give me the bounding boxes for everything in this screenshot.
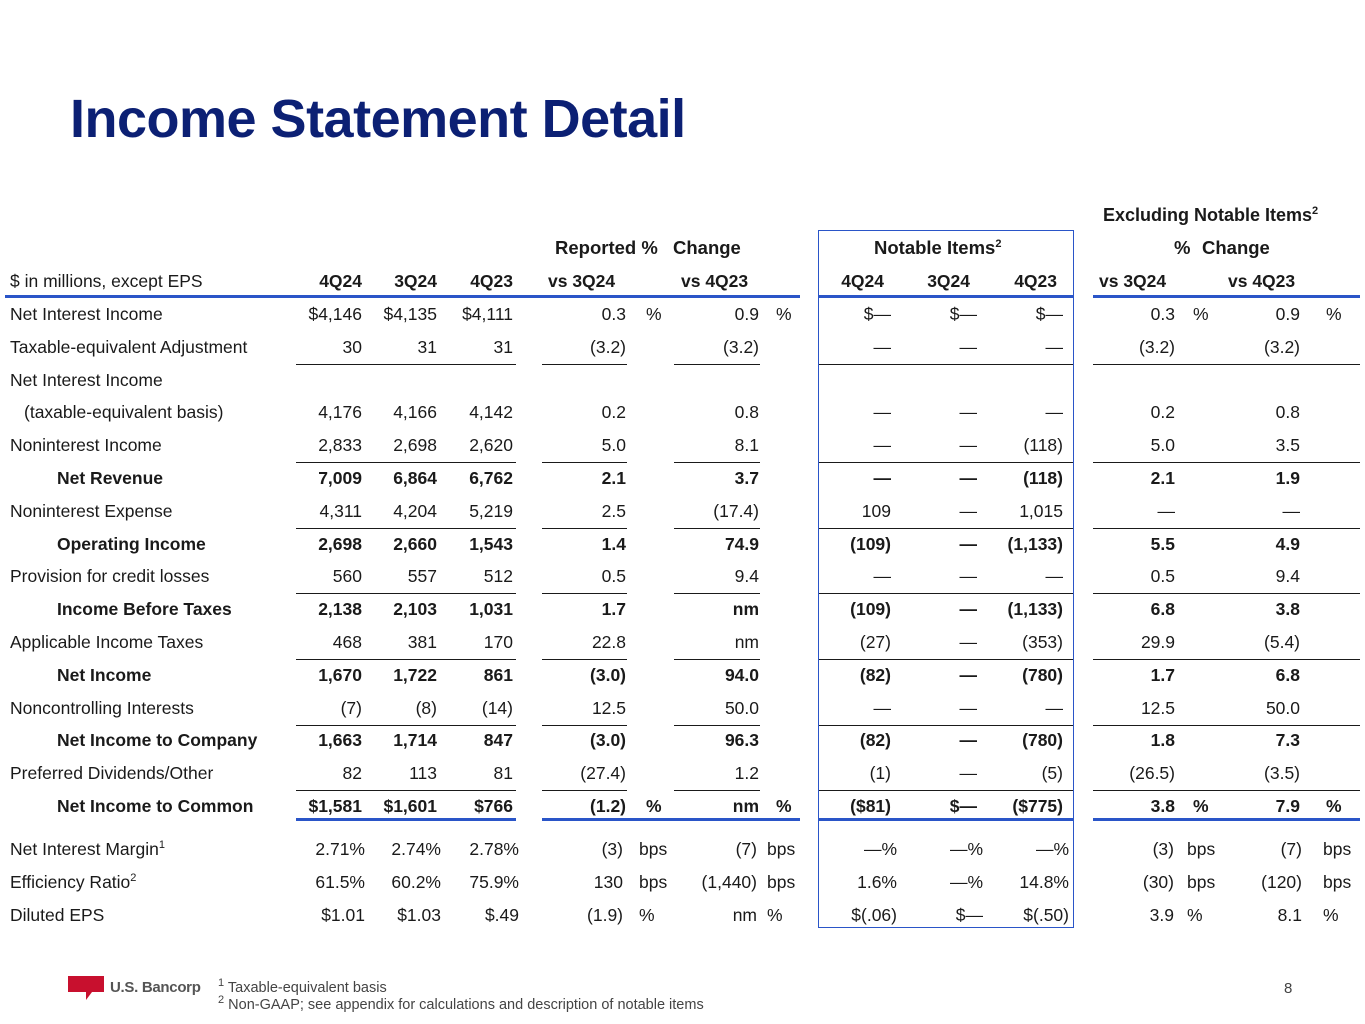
row-rule (296, 790, 516, 791)
metric-value: 2.74% (391, 839, 441, 859)
value-cell: $4,111 (462, 304, 513, 324)
reported-vs-4q23: nm (732, 796, 759, 816)
value-cell: (14) (481, 697, 513, 718)
notable-cell: — (873, 566, 891, 587)
notable-cell: (1,133) (1007, 533, 1063, 554)
notable-cell: (1,133) (1007, 599, 1063, 620)
metric-notable: $(.50) (1023, 904, 1069, 925)
value-cell: $4,135 (383, 304, 437, 324)
value-cell: $4,146 (308, 304, 362, 324)
row-rule (542, 528, 627, 529)
notable-cell: $— (949, 304, 977, 324)
notable-cell: — (873, 468, 891, 488)
excl-vs-3q24: — (1157, 500, 1175, 521)
reported-vs-4q23: 94.0 (724, 664, 759, 685)
reported-vs-3q24: 1.7 (601, 599, 626, 620)
row-rule (542, 593, 627, 594)
reported-vs-3q24: 2.5 (601, 500, 626, 521)
row-label: Operating Income (57, 533, 206, 554)
notable-cell: — (1045, 697, 1063, 718)
notable-cell: (1) (869, 763, 891, 784)
value-cell: 1,543 (469, 533, 513, 554)
value-cell: 5,219 (469, 500, 513, 521)
metric-value: 2.78% (469, 839, 519, 859)
value-cell: 82 (342, 763, 362, 784)
excl-vs-3q24: 1.7 (1150, 664, 1175, 685)
column-header: 4Q23 (470, 271, 513, 291)
row-rule (296, 462, 516, 463)
notable-cell: (118) (1023, 435, 1063, 456)
row-label: Net Interest Income (10, 304, 163, 324)
row-label: Applicable Income Taxes (10, 632, 204, 652)
excl-vs-3q24: 12.5 (1140, 697, 1175, 718)
row-label: Noninterest Expense (10, 500, 173, 521)
value-cell: 2,138 (318, 599, 362, 620)
value-cell: 560 (332, 566, 362, 587)
value-cell: 2,620 (469, 435, 513, 456)
unit: bps (767, 839, 796, 859)
value-cell: 31 (417, 336, 437, 357)
excl-vs-3q24: 1.8 (1150, 730, 1175, 751)
excl-vs-3q24: 0.3 (1150, 304, 1175, 324)
row-rule (674, 528, 760, 529)
metric-reported-vs-3q24: (3) (601, 839, 623, 859)
reported-change-header: Change (673, 237, 741, 258)
excl-vs-4q23: 3.8 (1275, 599, 1300, 620)
notable-cell: — (959, 599, 977, 620)
row-label: Taxable-equivalent Adjustment (10, 336, 248, 357)
unit: bps (1323, 839, 1352, 859)
notable-cell: — (959, 402, 977, 423)
notable-cell: — (959, 632, 977, 652)
notable-cell: (118) (1023, 468, 1063, 488)
metric-notable: —% (863, 839, 897, 859)
excl-vs-4q23: 4.9 (1275, 533, 1300, 554)
value-cell: 6,762 (469, 468, 513, 488)
row-rule (1093, 528, 1360, 529)
reported-vs-3q24: 0.5 (601, 566, 626, 587)
metric-notable: $— (955, 904, 983, 925)
row-rule (1093, 593, 1360, 594)
reported-vs-3q24: (27.4) (580, 763, 626, 784)
unit: % (776, 796, 792, 816)
notable-cell: — (873, 697, 891, 718)
value-cell: 31 (493, 336, 513, 357)
value-cell: $1,581 (308, 796, 362, 816)
row-label: Noncontrolling Interests (10, 697, 194, 718)
notable-cell: — (873, 435, 891, 456)
unit: % (1326, 304, 1342, 324)
total-rule (1093, 818, 1360, 821)
excl-vs-4q23: (3.5) (1264, 763, 1300, 784)
row-rule (296, 593, 516, 594)
value-cell: $1,601 (383, 796, 437, 816)
footnote-1: $^1$ Taxable-equivalent basis (218, 977, 387, 996)
metric-excl-vs-3q24: 3.9 (1149, 904, 1174, 925)
notable-cell: $— (863, 304, 891, 324)
reported-vs-3q24: 12.5 (591, 697, 626, 718)
value-cell: 1,670 (318, 664, 362, 685)
unit: % (646, 796, 662, 816)
reported-vs-4q23: 8.1 (734, 435, 759, 456)
unit: % (639, 904, 655, 925)
metric-reported-vs-4q23: (1,440) (701, 871, 757, 892)
excl-vs-4q23: 7.9 (1275, 796, 1300, 816)
excl-vs-4q23: — (1282, 500, 1300, 521)
value-cell: 1,722 (393, 664, 437, 685)
value-cell: (8) (415, 697, 437, 718)
row-rule (1093, 725, 1360, 726)
notable-cell: $— (949, 796, 977, 816)
notable-cell: — (959, 435, 977, 456)
excl-vs-4q23: 0.9 (1275, 304, 1300, 324)
us-bancorp-logo-icon (68, 972, 104, 1000)
value-cell: 113 (409, 763, 437, 784)
value-cell: 81 (493, 763, 513, 784)
row-rule (296, 659, 516, 660)
notable-cell: — (873, 336, 891, 357)
unit: bps (1187, 839, 1216, 859)
unit: % (1187, 904, 1203, 925)
reported-vs-4q23: 96.3 (724, 730, 759, 751)
row-rule (674, 659, 760, 660)
value-cell: 1,663 (318, 730, 362, 751)
notable-cell: (109) (850, 533, 891, 554)
notable-cell: (82) (859, 730, 891, 751)
column-header: vs 4Q23 (681, 271, 749, 291)
value-cell: (7) (340, 697, 362, 718)
value-cell: 2,698 (393, 435, 437, 456)
reported-pct-header: Reported % (555, 237, 658, 258)
metric-reported-vs-4q23: (7) (735, 839, 757, 859)
metric-reported-vs-3q24: (1.9) (587, 904, 623, 925)
metric-excl-vs-3q24: (3) (1152, 839, 1174, 859)
column-header: 4Q23 (1014, 271, 1057, 291)
value-cell: 170 (483, 632, 513, 652)
excl-vs-4q23: 50.0 (1265, 697, 1300, 718)
notable-items-box (818, 230, 1074, 928)
reported-vs-3q24: 5.0 (601, 435, 626, 456)
metric-value: 2.71% (315, 839, 365, 859)
value-cell: 30 (342, 336, 362, 357)
value-cell: 6,864 (393, 468, 437, 488)
row-rule (674, 462, 760, 463)
notable-cell: (353) (1022, 632, 1063, 652)
notable-cell: ($775) (1012, 796, 1063, 816)
notable-cell: — (1045, 402, 1063, 423)
excl-vs-3q24: 5.5 (1150, 533, 1175, 554)
metric-value: 60.2% (391, 871, 441, 892)
reported-vs-4q23: 50.0 (724, 697, 759, 718)
unit: % (776, 304, 792, 324)
column-header: vs 3Q24 (548, 271, 616, 291)
value-cell: 2,660 (393, 533, 437, 554)
excl-vs-3q24: 2.1 (1150, 468, 1175, 488)
row-label: (taxable-equivalent basis) (24, 402, 224, 423)
metric-excl-vs-4q23: (7) (1280, 839, 1302, 859)
metric-notable: 14.8% (1019, 871, 1069, 892)
unit: bps (1187, 871, 1216, 892)
notable-cell: — (959, 533, 977, 554)
row-rule (1093, 659, 1360, 660)
metric-value: 75.9% (469, 871, 519, 892)
excl-vs-4q23: 3.5 (1275, 435, 1300, 456)
column-header: 3Q24 (394, 271, 437, 291)
row-label: Net Revenue (57, 468, 164, 488)
reported-vs-4q23: 9.4 (734, 566, 759, 587)
notable-items-header: Notable Items$^2$ (874, 237, 1002, 258)
total-rule (296, 818, 516, 821)
value-cell: 847 (483, 730, 513, 751)
reported-vs-3q24: 0.3 (601, 304, 626, 324)
notable-cell: — (959, 468, 977, 488)
total-rule (542, 818, 800, 821)
metric-value: 61.5% (315, 871, 365, 892)
reported-vs-4q23: 0.9 (734, 304, 759, 324)
excl-vs-4q23: 0.8 (1275, 402, 1300, 423)
value-cell: 7,009 (318, 468, 362, 488)
notable-cell: — (1045, 336, 1063, 357)
metric-value: $1.03 (397, 904, 441, 925)
metric-label: Net Interest Margin$^1$ (10, 839, 165, 859)
row-label: Net Interest Income (10, 369, 163, 390)
notable-cell: — (959, 763, 977, 784)
notable-cell: 1,015 (1019, 500, 1063, 521)
notable-cell: ($81) (850, 796, 891, 816)
reported-vs-4q23: 3.7 (734, 468, 759, 488)
value-cell: $766 (474, 796, 513, 816)
value-cell: 557 (407, 566, 437, 587)
unit: bps (639, 871, 668, 892)
row-rule (542, 725, 627, 726)
row-rule (674, 593, 760, 594)
reported-vs-3q24: (1.2) (590, 796, 626, 816)
notable-cell: (109) (850, 599, 891, 620)
value-cell: 1,714 (393, 730, 437, 751)
excl-vs-3q24: 3.8 (1150, 796, 1175, 816)
notable-cell: — (959, 336, 977, 357)
reported-vs-3q24: 0.2 (601, 402, 626, 423)
row-rule (296, 725, 516, 726)
metric-notable: 1.6% (857, 871, 897, 892)
metric-label: Diluted EPS (10, 904, 105, 925)
value-cell: 1,031 (469, 599, 513, 620)
excl-vs-3q24: 6.8 (1150, 599, 1175, 620)
row-rule (542, 364, 627, 365)
unit: % (1323, 904, 1339, 925)
reported-vs-4q23: (3.2) (723, 336, 759, 357)
header-rule-excl (1093, 295, 1360, 298)
row-label: Provision for credit losses (10, 566, 210, 587)
row-label: Noninterest Income (10, 435, 162, 456)
notable-cell: — (959, 500, 977, 521)
row-label: Net Income to Company (57, 730, 258, 751)
reported-vs-4q23: (17.4) (713, 500, 759, 521)
column-header: vs 4Q23 (1228, 271, 1296, 291)
excl-vs-3q24: (3.2) (1139, 336, 1175, 357)
notable-cell: (780) (1022, 664, 1063, 685)
value-cell: 4,311 (319, 500, 362, 521)
notable-cell: (5) (1041, 763, 1063, 784)
excl-vs-4q23: (3.2) (1264, 336, 1300, 357)
notable-cell: (780) (1022, 730, 1063, 751)
metric-notable: $(.06) (851, 904, 897, 925)
metric-reported-vs-3q24: 130 (593, 871, 623, 892)
value-cell: 4,176 (318, 402, 362, 423)
unit: bps (767, 871, 796, 892)
excl-vs-3q24: (26.5) (1129, 763, 1175, 784)
reported-vs-3q24: 2.1 (601, 468, 626, 488)
row-rule (674, 725, 760, 726)
reported-vs-3q24: 1.4 (601, 533, 626, 554)
excl-vs-4q23: (5.4) (1264, 632, 1300, 652)
value-cell: 4,166 (393, 402, 437, 423)
excl-change-header: Change (1202, 237, 1270, 258)
reported-vs-3q24: 22.8 (591, 632, 626, 652)
footnote-2: $^2$ Non-GAAP; see appendix for calculations and description of notable items (218, 994, 704, 1013)
reported-vs-4q23: nm (734, 632, 759, 652)
value-cell: 512 (483, 566, 513, 587)
value-cell: 2,833 (318, 435, 362, 456)
page-title: Income Statement Detail (70, 89, 686, 149)
value-cell: 468 (332, 632, 362, 652)
notable-cell: — (959, 664, 977, 685)
row-label: Net Income to Common (57, 796, 254, 816)
notable-cell: — (959, 697, 977, 718)
metric-notable: —% (949, 839, 983, 859)
excl-vs-4q23: 6.8 (1275, 664, 1300, 685)
column-header: vs 3Q24 (1099, 271, 1167, 291)
excl-vs-3q24: 0.2 (1150, 402, 1175, 423)
unit: bps (639, 839, 668, 859)
row-rule (1093, 790, 1360, 791)
row-rule (296, 364, 516, 365)
unit: % (1326, 796, 1342, 816)
value-cell: 4,142 (469, 402, 513, 423)
row-label: Income Before Taxes (57, 599, 232, 620)
reported-vs-3q24: (3.0) (590, 664, 626, 685)
metric-notable: —% (949, 871, 983, 892)
metric-notable: —% (1035, 839, 1069, 859)
row-rule (674, 364, 760, 365)
notable-cell: — (873, 402, 891, 423)
page-number: 8 (1284, 980, 1293, 997)
metric-excl-vs-4q23: (120) (1261, 871, 1302, 892)
excl-vs-4q23: 9.4 (1275, 566, 1300, 587)
header-rule (5, 295, 800, 298)
unit: % (767, 904, 783, 925)
metric-reported-vs-4q23: nm (732, 904, 757, 925)
reported-vs-4q23: nm (732, 599, 759, 620)
reported-vs-4q23: 1.2 (734, 763, 759, 784)
metric-label: Efficiency Ratio$^2$ (10, 871, 137, 892)
reported-vs-4q23: 74.9 (724, 533, 759, 554)
row-rule (542, 790, 627, 791)
logo-text: U.S. Bancorp (110, 979, 201, 996)
row-rule (542, 659, 627, 660)
unit: bps (1323, 871, 1352, 892)
row-label: Preferred Dividends/Other (10, 763, 214, 784)
row-label: Net Income (57, 664, 152, 685)
column-header: 4Q24 (841, 271, 884, 291)
row-rule (296, 528, 516, 529)
notable-cell: $— (1035, 304, 1063, 324)
row-rule (542, 462, 627, 463)
notable-cell: — (959, 566, 977, 587)
row-rule (674, 790, 760, 791)
column-label-header: $ in millions, except EPS (10, 271, 203, 291)
notable-cell: 109 (861, 500, 891, 521)
reported-vs-4q23: 0.8 (734, 402, 759, 423)
column-header: 4Q24 (319, 271, 362, 291)
metric-value: $1.01 (321, 904, 365, 925)
excl-vs-4q23: 1.9 (1275, 468, 1300, 488)
unit: % (1193, 796, 1209, 816)
unit: % (1193, 304, 1209, 324)
reported-vs-3q24: (3.2) (590, 336, 626, 357)
metric-excl-vs-3q24: (30) (1142, 871, 1174, 892)
excl-vs-3q24: 5.0 (1150, 435, 1175, 456)
notable-cell: — (1045, 566, 1063, 587)
notable-cell: — (959, 730, 977, 751)
metric-value: $.49 (484, 904, 519, 925)
notable-cell: (27) (859, 632, 891, 652)
excl-pct-header: % (1174, 237, 1191, 258)
row-rule (1093, 462, 1360, 463)
excl-vs-3q24: 29.9 (1140, 632, 1175, 652)
excl-vs-3q24: 0.5 (1150, 566, 1175, 587)
value-cell: 2,698 (318, 533, 362, 554)
excluding-notable-header: Excluding Notable Items$^2$ (1103, 205, 1319, 225)
value-cell: 861 (483, 664, 513, 685)
value-cell: 381 (407, 632, 437, 652)
excl-vs-4q23: 7.3 (1275, 730, 1300, 751)
value-cell: 4,204 (393, 500, 437, 521)
reported-vs-3q24: (3.0) (590, 730, 626, 751)
value-cell: 2,103 (393, 599, 437, 620)
metric-excl-vs-4q23: 8.1 (1277, 904, 1302, 925)
column-header: 3Q24 (927, 271, 970, 291)
unit: % (646, 304, 662, 324)
row-rule (1093, 364, 1360, 365)
notable-cell: (82) (859, 664, 891, 685)
